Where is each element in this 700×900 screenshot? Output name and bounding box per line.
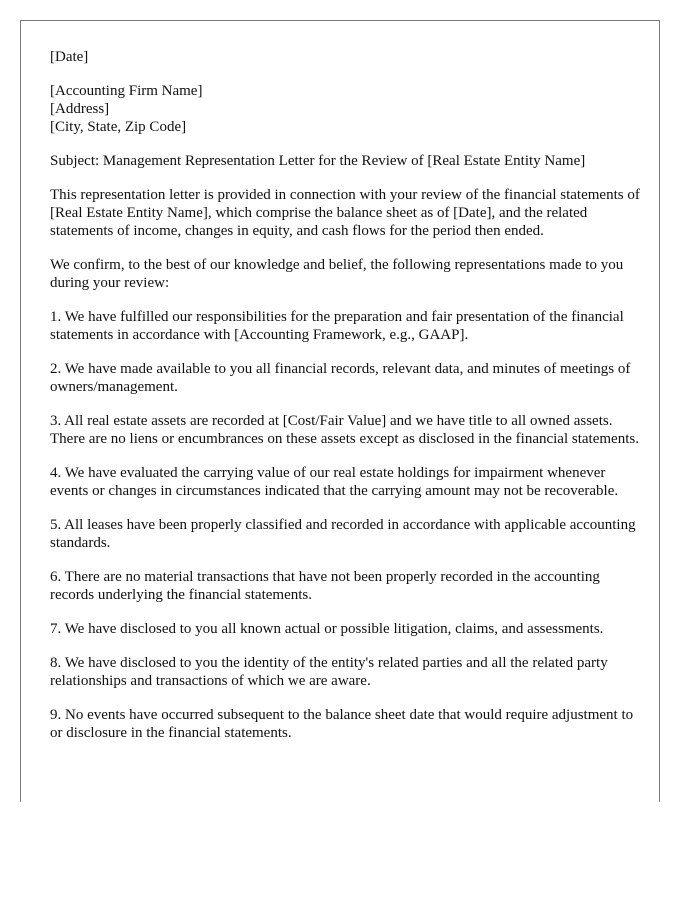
representation-item: 7. We have disclosed to you all known actual or possible litigation, claims, and assessments. [50,621,604,637]
letter-body [50,48,640,758]
representation-item: 3. All real estate assets are recorded at [Cost/Fair Value] and we have title to all owned assets. There are no liens or encumbrances on these assets except as disclosed in the financial statements. [50,413,639,447]
letter-date: [Date] [50,49,89,65]
recipient-address-block [50,82,640,136]
representation-item: 4. We have evaluated the carrying value of our real estate holdings for impairment whenever events or changes in circumstances indicated that the carrying amount may not be recoverable. [50,465,619,499]
representation-item: 1. We have fulfilled our responsibilities for the preparation and fair presentation of the financial statements in accordance with [Accounting Framework, e.g., GAAP]. [50,309,624,343]
representation-item: 2. We have made available to you all financial records, relevant data, and minutes of meetings of owners/management. [50,361,631,395]
recipient-address: [Address] [50,101,110,117]
representation-item: 9. No events have occurred subsequent to the balance sheet date that would require adjustment to or disclosure in the financial statements. [50,707,634,741]
letter-subject: Subject: Management Representation Letter for the Review of [Real Estate Entity Name] [50,153,586,169]
confirm-paragraph: We confirm, to the best of our knowledge and belief, the following representations made to you during your review: [50,257,624,291]
representation-item: 5. All leases have been properly classified and recorded in accordance with applicable accounting standards. [50,517,636,551]
letter-page [20,20,660,802]
representation-item: 6. There are no material transactions that have not been properly recorded in the accounting records underlying the financial statements. [50,569,600,603]
representation-item: 8. We have disclosed to you the identity of the entity's related parties and all the related party relationships and transactions of which we are aware. [50,655,608,689]
recipient-firm-name: [Accounting Firm Name] [50,83,203,99]
recipient-city-state-zip: [City, State, Zip Code] [50,119,187,135]
intro-paragraph: This representation letter is provided in connection with your review of the financial statements of [Real Estate Entity Name], which comprise the balance sheet as of [Date], and the related statements of income, changes in equity, and cash flows for the period then ended. [50,187,640,239]
